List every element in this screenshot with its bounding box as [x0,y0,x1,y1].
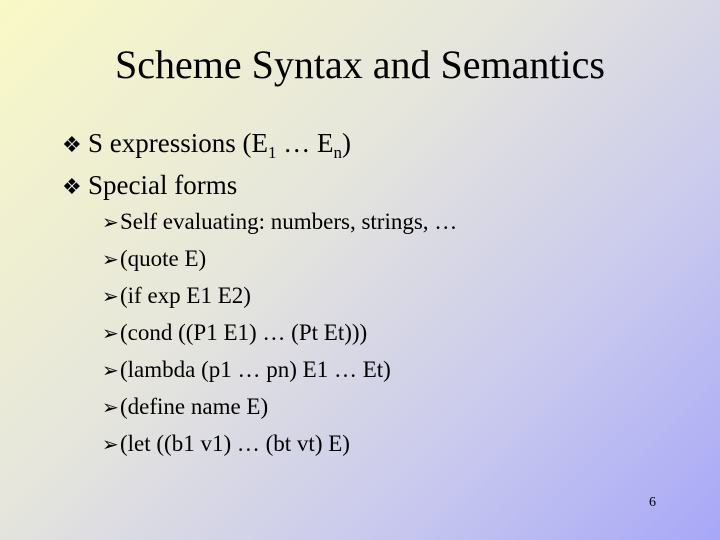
arrow-bullet-icon: ➢ [102,323,119,345]
bullet-list [62,123,351,207]
page-number: 6 [649,495,656,510]
arrow-bullet-icon: ➢ [102,360,119,382]
bullet-item-special-forms [62,165,351,207]
list-item-text: (cond ((P1 E1) … (Pt Et))) [120,320,368,345]
arrow-bullet-icon: ➢ [102,249,119,271]
arrow-bullet-icon: ➢ [102,434,119,456]
diamond-bullet-icon: ❖ [62,174,82,199]
bullet-item-s-expressions [62,123,351,165]
list-item [102,204,457,241]
list-item [102,389,457,426]
list-item [102,315,457,352]
list-item-text: Self evaluating: numbers, strings, … [120,209,458,234]
list-item [102,241,457,278]
bullet-text: S expressions ($E_1$ … $E_n$) [88,128,351,162]
list-item-text: (quote E) [120,246,207,271]
diamond-bullet-icon: ❖ [62,132,82,157]
list-item-text: (define name E) [120,394,269,419]
special-forms-list [102,204,457,463]
list-item-text: (let ((b1 v1) … (bt vt) E) [120,431,350,456]
list-item [102,278,457,315]
bullet-text: Special forms [88,170,238,200]
arrow-bullet-icon: ➢ [102,212,119,234]
list-item-text: (if exp E1 E2) [120,283,251,308]
list-item [102,426,457,463]
arrow-bullet-icon: ➢ [102,397,119,419]
list-item [102,352,457,389]
slide-title: Scheme Syntax and Semantics [115,42,605,87]
arrow-bullet-icon: ➢ [102,286,119,308]
list-item-text: (lambda (p1 … pn) E1 … Et) [120,357,391,382]
